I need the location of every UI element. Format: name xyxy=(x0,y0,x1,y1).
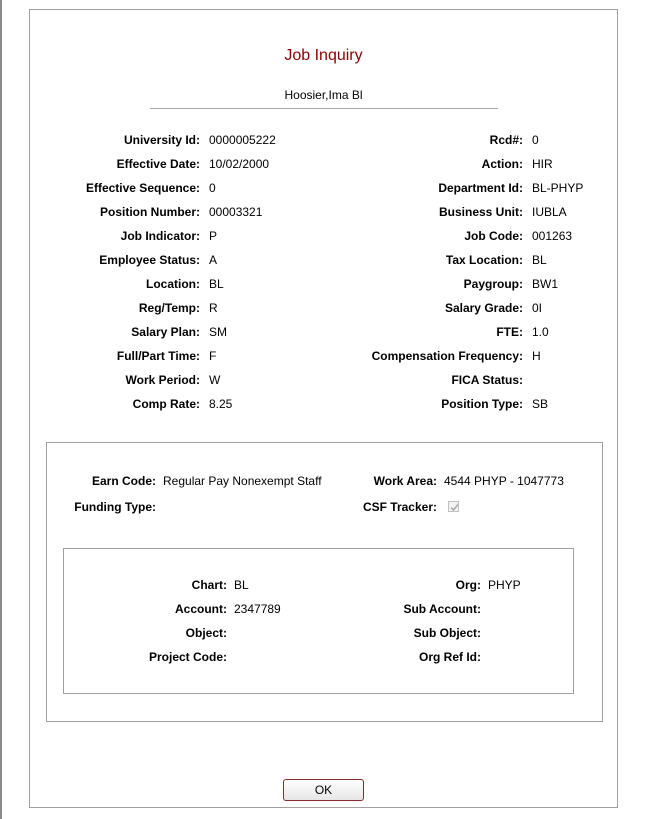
compensation-frequency-label: Compensation Frequency: xyxy=(371,349,523,363)
paygroup-label: Paygroup: xyxy=(463,277,523,291)
sub-object-label: Sub Object: xyxy=(413,626,481,640)
csf-tracker-checkbox[interactable] xyxy=(448,501,459,512)
business-unit-value: IUBLA xyxy=(532,205,567,219)
full-part-time-value: F xyxy=(209,349,217,363)
title-divider xyxy=(150,108,498,109)
work-period-value: W xyxy=(209,373,221,387)
department-id-label: Department Id: xyxy=(438,181,523,195)
rcd-number-value: 0 xyxy=(532,133,539,147)
job-code-value: 001263 xyxy=(532,229,573,243)
tax-location-label: Tax Location: xyxy=(445,253,523,267)
earn-code-value: Regular Pay Nonexempt Staff xyxy=(163,474,322,488)
csf-tracker-label: CSF Tracker: xyxy=(362,500,437,514)
comp-rate-value: 8.25 xyxy=(209,397,233,411)
action-value: HIR xyxy=(532,157,553,171)
fte-value: 1.0 xyxy=(532,325,549,339)
effective-sequence-value: 0 xyxy=(209,181,216,195)
compensation-frequency-value: H xyxy=(532,349,541,363)
org-label: Org: xyxy=(455,578,481,592)
rcd-number-label: Rcd#: xyxy=(489,133,523,147)
full-part-time-label: Full/Part Time: xyxy=(116,349,200,363)
location-label: Location: xyxy=(146,277,200,291)
check-icon xyxy=(449,502,460,513)
work-period-label: Work Period: xyxy=(125,373,200,387)
paygroup-value: BW1 xyxy=(532,277,559,291)
effective-date-value: 10/02/2000 xyxy=(209,157,270,171)
salary-grade-label: Salary Grade: xyxy=(444,301,523,315)
page-title: Job Inquiry xyxy=(284,47,363,64)
fica-status-label: FICA Status: xyxy=(451,373,523,387)
position-type-label: Position Type: xyxy=(441,397,523,411)
job-inquiry-dialog xyxy=(29,9,618,808)
earnings-section xyxy=(46,442,603,722)
work-area-label: Work Area: xyxy=(373,474,437,488)
window-edge xyxy=(0,0,2,819)
position-number-label: Position Number: xyxy=(99,205,200,219)
reg-temp-label: Reg/Temp: xyxy=(138,301,200,315)
account-label: Account: xyxy=(175,602,227,616)
university-id-value: 0000005222 xyxy=(209,133,276,147)
org-value: PHYP xyxy=(488,578,521,592)
ok-button[interactable]: OK xyxy=(283,779,364,801)
position-number-value: 00003321 xyxy=(209,205,263,219)
project-code-label: Project Code: xyxy=(148,650,227,664)
object-label: Object: xyxy=(185,626,227,640)
salary-grade-value: 0I xyxy=(532,301,543,315)
chart-label: Chart: xyxy=(191,578,227,592)
org-ref-id-label: Org Ref Id: xyxy=(419,650,481,664)
funding-type-label: Funding Type: xyxy=(74,500,156,514)
salary-plan-label: Salary Plan: xyxy=(131,325,200,339)
employee-status-value: A xyxy=(209,253,218,267)
effective-date-label: Effective Date: xyxy=(116,157,200,171)
business-unit-label: Business Unit: xyxy=(438,205,523,219)
salary-plan-value: SM xyxy=(209,325,227,339)
position-type-value: SB xyxy=(532,397,549,411)
university-id-label: University Id: xyxy=(123,133,200,147)
work-area-value: 4544 PHYP - 1047773 xyxy=(444,474,564,488)
reg-temp-value: R xyxy=(209,301,218,315)
job-indicator-value: P xyxy=(209,229,218,243)
comp-rate-label: Comp Rate: xyxy=(132,397,200,411)
location-value: BL xyxy=(209,277,224,291)
tax-location-value: BL xyxy=(532,253,547,267)
action-label: Action: xyxy=(481,157,523,171)
job-code-label: Job Code: xyxy=(464,229,523,243)
account-section xyxy=(63,548,574,694)
account-value: 2347789 xyxy=(234,602,281,616)
effective-sequence-label: Effective Sequence: xyxy=(85,181,200,195)
earn-code-label: Earn Code: xyxy=(91,474,156,488)
job-indicator-label: Job Indicator: xyxy=(120,229,200,243)
department-id-value: BL-PHYP xyxy=(532,181,584,195)
employee-name: Hoosier,Ima Bl xyxy=(284,88,363,102)
employee-status-label: Employee Status: xyxy=(99,253,200,267)
fte-label: FTE: xyxy=(496,325,523,339)
chart-value: BL xyxy=(234,578,249,592)
sub-account-label: Sub Account: xyxy=(403,602,481,616)
